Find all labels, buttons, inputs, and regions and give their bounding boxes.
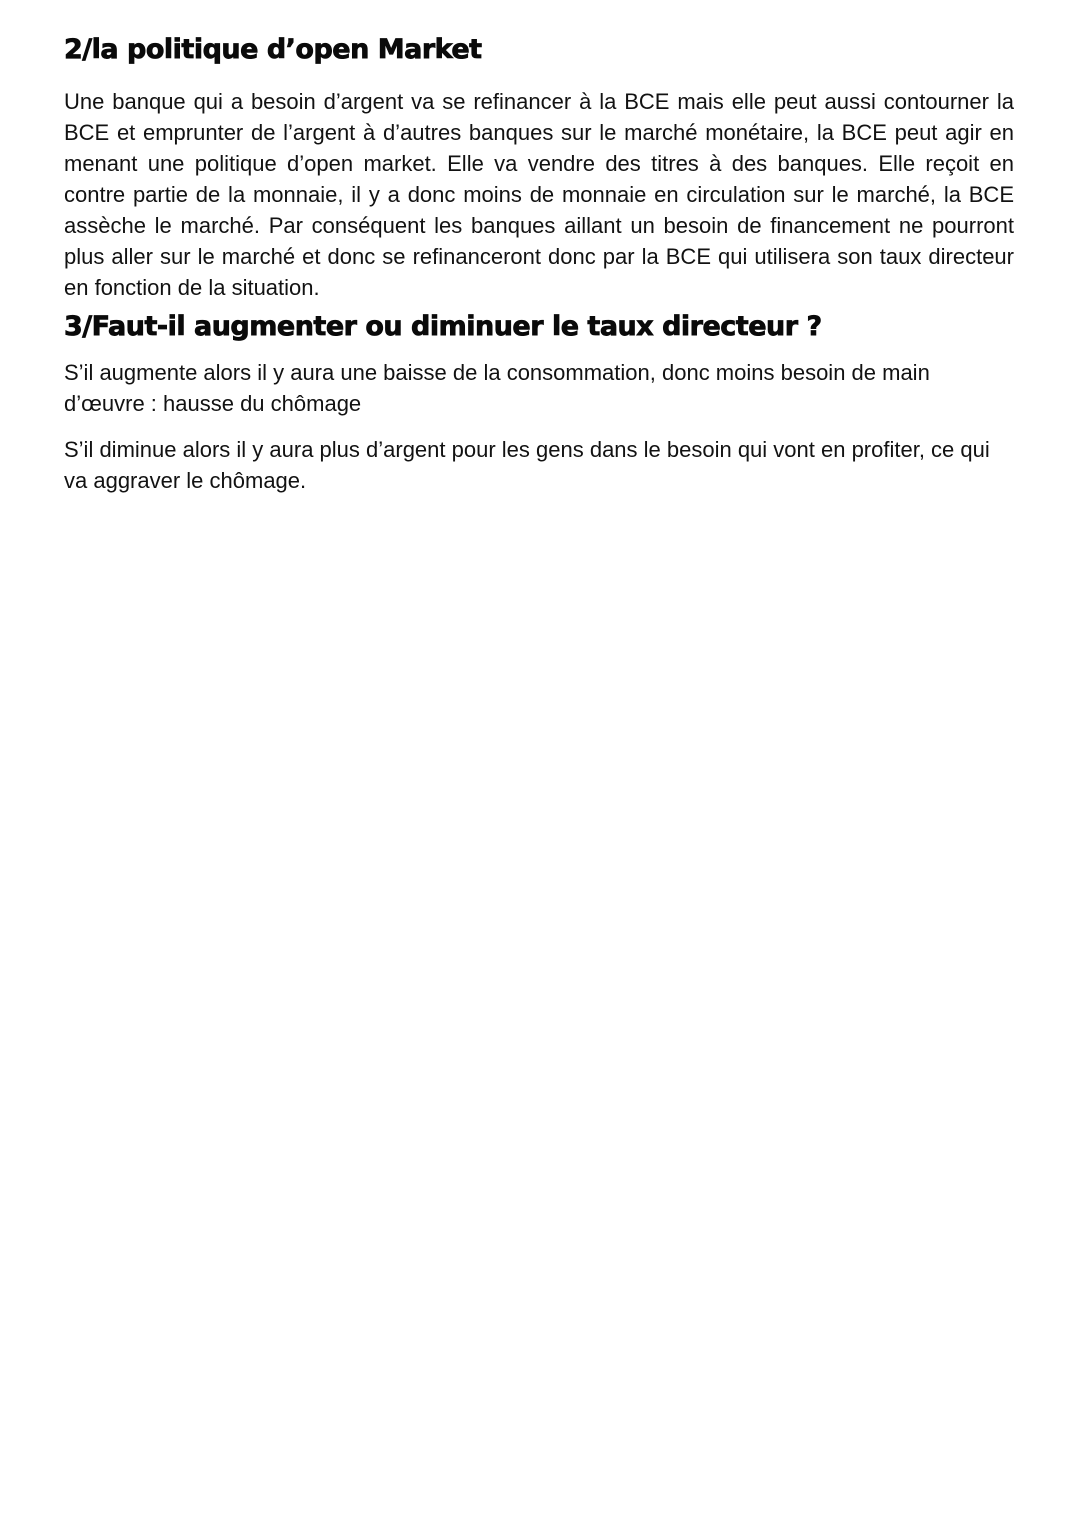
document-page <box>64 30 1014 496</box>
section-taux-directeur <box>64 307 1014 496</box>
section-heading-taux-directeur: 3/Faut-il augmenter ou diminuer le taux directeur ? <box>64 311 822 342</box>
paragraph-diminue: S’il diminue alors il y aura plus d’argent pour les gens dans le besoin qui vont en profiter, ce qui va aggraver le chômage. <box>64 437 990 493</box>
paragraph-open-market: Une banque qui a besoin d’argent va se refinancer à la BCE mais elle peut aussi contourner la BCE et emprunter de l’argent à d’autres banques sur le marché monétaire, la BCE peut agir en menant une politique d’open market. Elle va vendre des titres à des banques. Elle reçoit en contre partie de la monnaie, il y a donc moins de monnaie en circulation sur le marché, la BCE assèche le marché. Par conséquent les banques aillant un besoin de financement ne pourront plus aller sur le marché et donc se refinanceront donc par la BCE qui utilisera son taux directeur en fonction de la situation. <box>64 89 1014 300</box>
section-open-market <box>64 30 1014 303</box>
paragraph-augmente: S’il augmente alors il y aura une baisse de la consommation, donc moins besoin de main d’œuvre : hausse du chômage <box>64 360 930 416</box>
section-heading-open-market: 2/la politique d’open Market <box>64 34 482 65</box>
